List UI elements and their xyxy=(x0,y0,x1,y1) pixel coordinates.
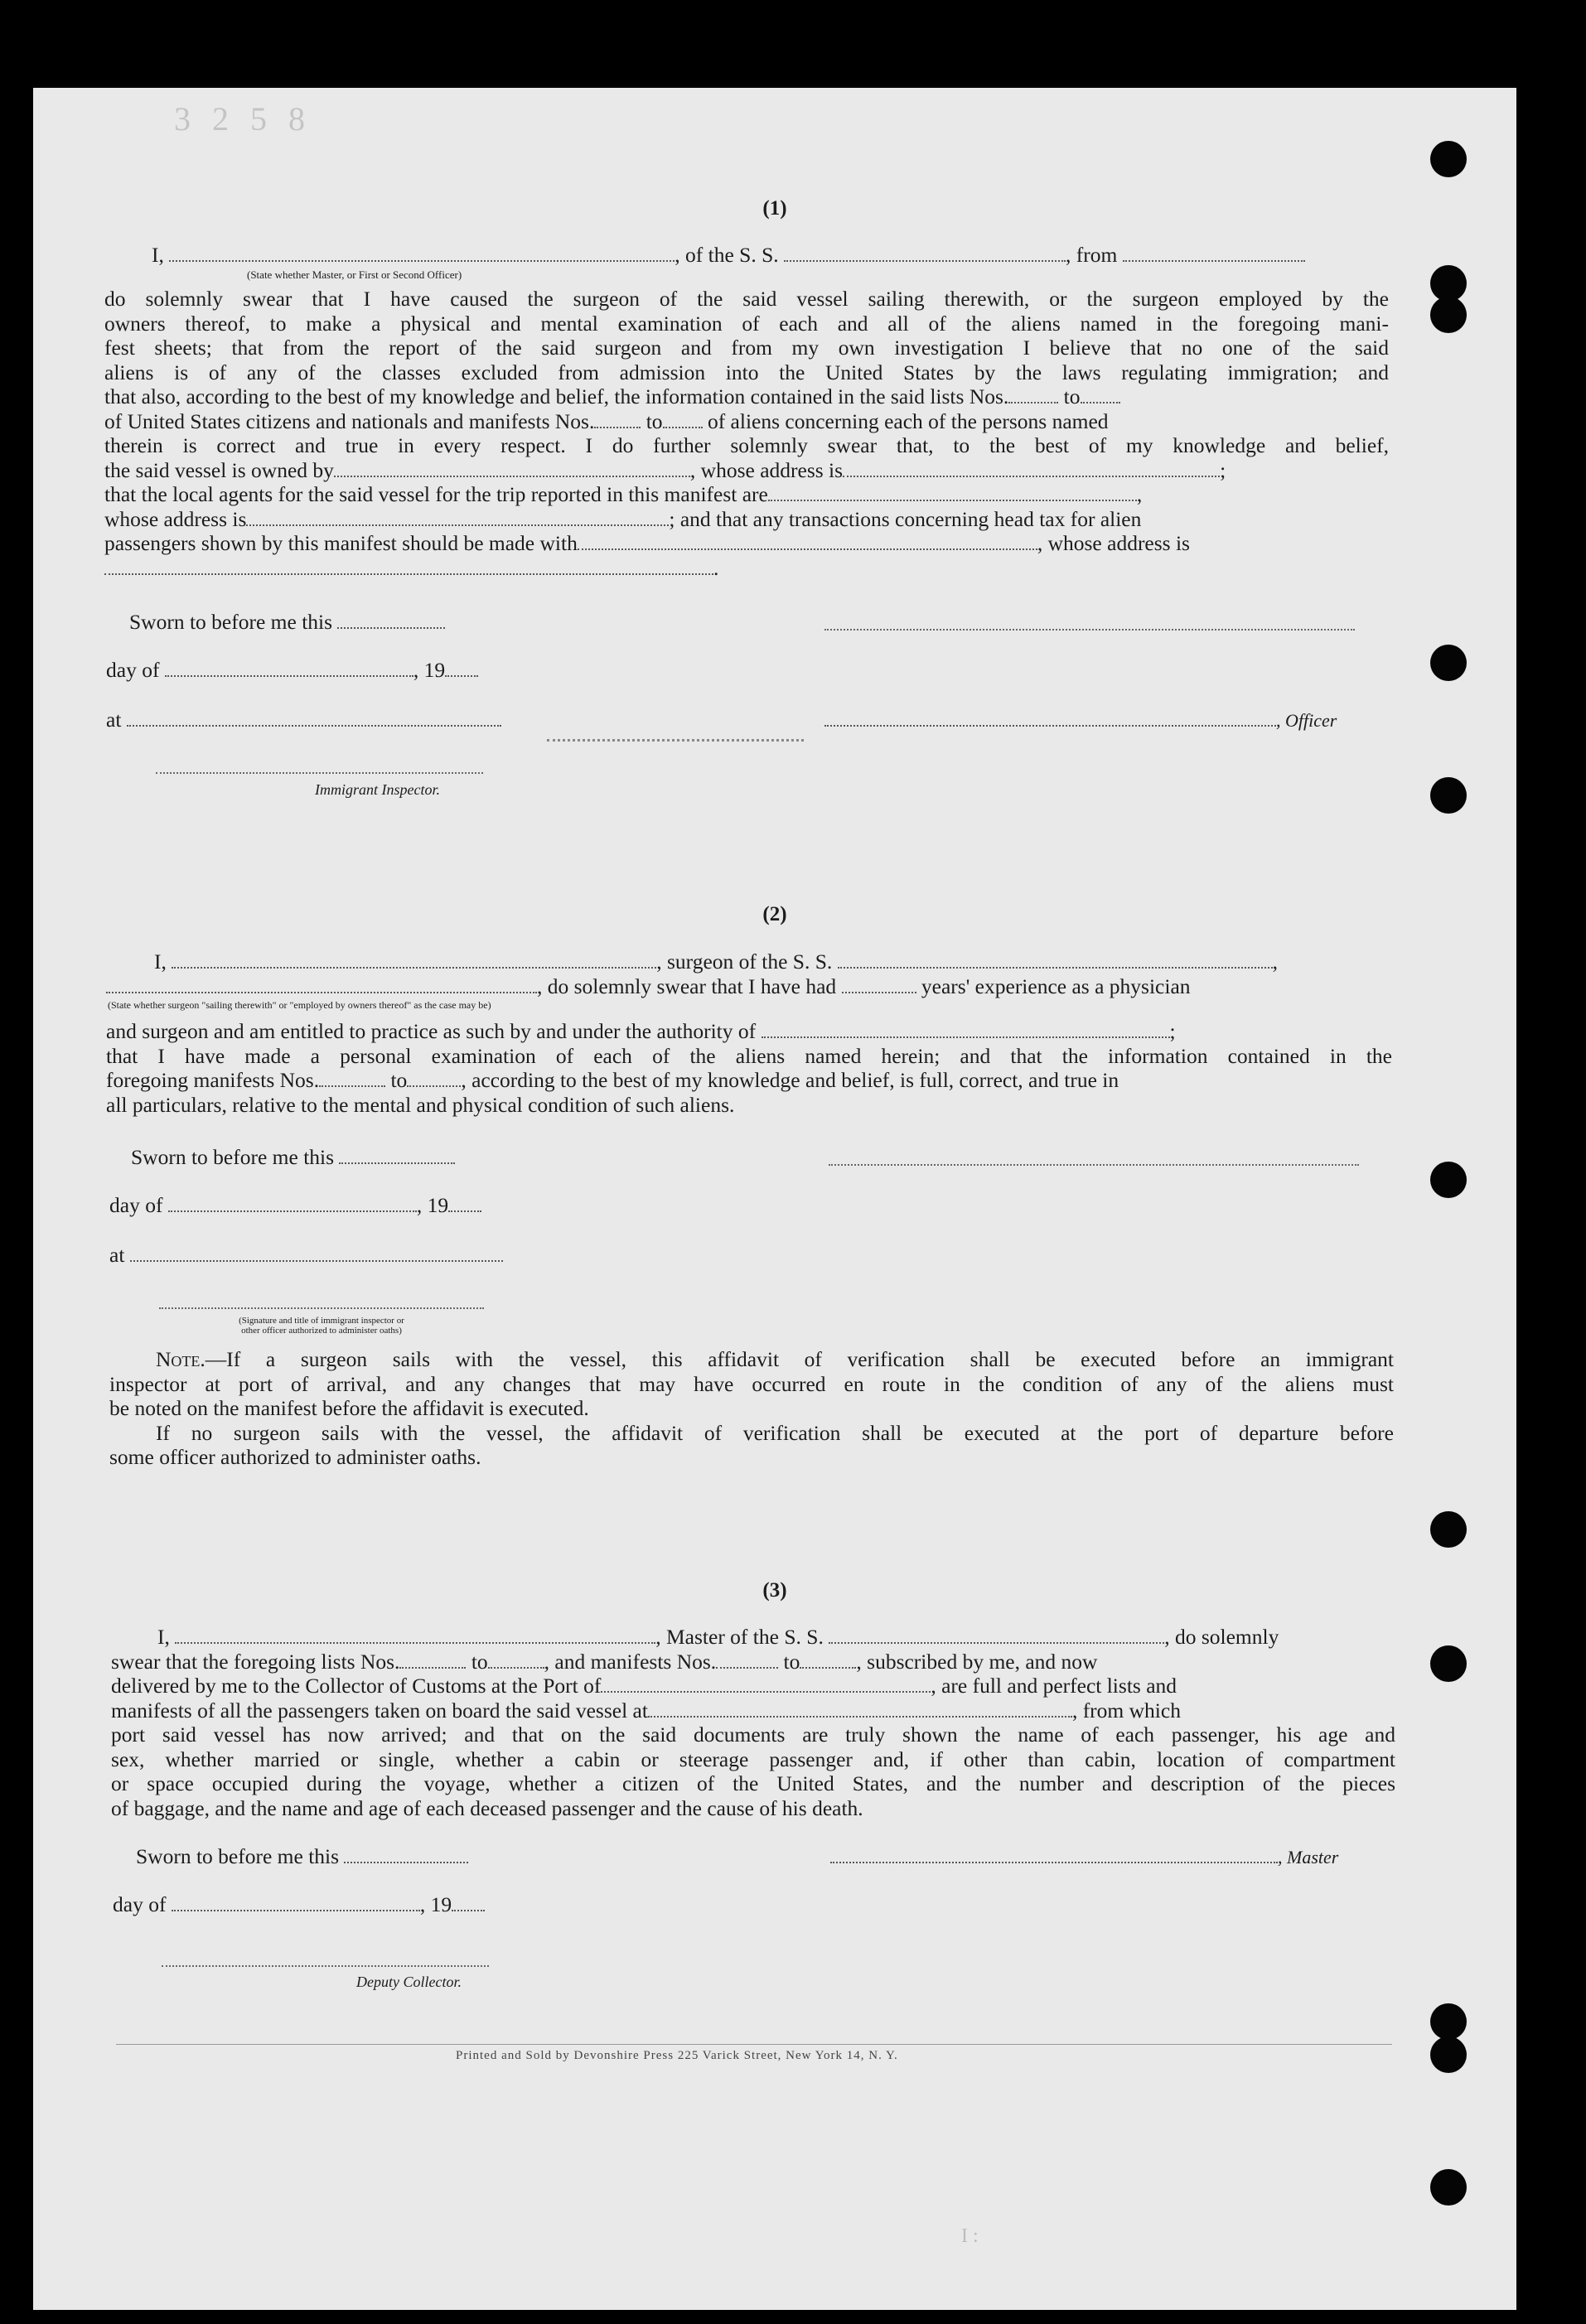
s1-paragraph xyxy=(104,287,1389,580)
s1-at: at xyxy=(106,708,501,732)
punch-hole xyxy=(1430,777,1467,814)
s1-para-line: whose address is ; and that any transactions concerning head tax for alien xyxy=(104,506,1142,531)
s2-para-line: foregoing manifests Nos. to , according to the best of my knowledge and belief, is full, correct, and true in xyxy=(106,1068,1119,1092)
s2-note xyxy=(109,1347,1394,1470)
punch-hole xyxy=(1430,1511,1467,1548)
s1-line1: I, , of the S. S. , from xyxy=(152,243,1305,268)
faint-handwritten-mark: 3 2 5 8 xyxy=(174,100,312,138)
s3-para-line: port said vessel has now arrived; and that on the said documents are truly shown the name of each passenger, his age and xyxy=(111,1722,1395,1747)
s1-para-line: passengers shown by this manifest should be made with , whose address is xyxy=(104,531,1190,555)
s2-line1: I, , surgeon of the S. S. , xyxy=(154,949,1279,974)
s2-para-line: all particulars, relative to the mental and physical condition of such aliens. xyxy=(106,1092,735,1117)
s2-at: at xyxy=(109,1243,503,1268)
s1-signature-line xyxy=(824,629,1355,631)
punch-hole xyxy=(1430,2169,1467,2206)
immigrant-inspector-label: Immigrant Inspector. xyxy=(315,781,440,798)
punch-hole xyxy=(1430,1162,1467,1198)
s1-day-of: day of , 19 xyxy=(106,658,478,683)
s2-signature-note xyxy=(159,1316,484,1336)
note-line: be noted on the manifest before the affidavit is executed. xyxy=(109,1396,589,1420)
faint-stamp-mark: I : xyxy=(961,2225,979,2247)
form-page xyxy=(33,88,1516,2310)
note-line: Note.—If a surgeon sails with the vessel, this affidavit of verification shall be executed before an immigrant xyxy=(156,1347,1394,1371)
footer-rule xyxy=(116,2044,1392,2045)
s1-sworn: Sworn to before me this xyxy=(129,610,445,635)
s3-para-line: delivered by me to the Collector of Customs at the Port of , are full and perfect lists and xyxy=(111,1674,1177,1698)
punch-hole xyxy=(1430,2003,1467,2040)
s2-para-line: and surgeon and am entitled to practice as such by and under the authority of ; xyxy=(106,1019,1176,1043)
note-line: some officer authorized to administer oaths. xyxy=(109,1445,481,1469)
s3-master-line: , Master xyxy=(830,1844,1338,1869)
s3-para-line: or space occupied during the voyage, whether a citizen of the United States, and the number and description of the pieces xyxy=(111,1771,1395,1795)
s1-para-line: fest sheets; that from the report of the said surgeon and from my own investigation I believe that no one of the said xyxy=(104,336,1389,360)
s2-sworn: Sworn to before me this xyxy=(131,1145,455,1170)
s3-para-line: of baggage, and the name and age of each deceased passenger and the cause of his death. xyxy=(111,1795,863,1820)
s1-officer-line: , Officer xyxy=(824,708,1337,732)
s1-para-line: the said vessel is owned by , whose address is ; xyxy=(104,457,1226,482)
s1-para-line: that the local agents for the said vessel for the trip reported in this manifest are , xyxy=(104,482,1143,506)
s1-para-line: that also, according to the best of my knowledge and belief, the information contained in the said lists Nos. to xyxy=(104,384,1389,409)
note-line: inspector at port of arrival, and any changes that may have occurred en route in the condition of any of the aliens must xyxy=(109,1371,1394,1396)
s3-paragraph xyxy=(111,1625,1395,1820)
punch-hole xyxy=(1430,1645,1467,1682)
s1-para-line: . xyxy=(104,556,1389,581)
s2-paragraph xyxy=(106,1019,1392,1117)
punch-hole xyxy=(1430,297,1467,333)
s3-para-line: I, , Master of the S. S. , do solemnly xyxy=(157,1625,1279,1649)
s1-para-line: therein is correct and true in every respect. I do further solemnly swear that, to the best of my knowledge and belief, xyxy=(104,433,1389,457)
section-2-number: (2) xyxy=(762,903,787,925)
sig-note-line: (Signature and title of immigrant inspector or xyxy=(239,1316,404,1326)
s1-inspector-line xyxy=(156,772,483,774)
s3-para-line: sex, whether married or single, whether a cabin or steerage passenger and, if other than cabin, location of compartment xyxy=(111,1747,1395,1771)
s1-para-line: of United States citizens and nationals and manifests Nos. to of aliens concerning each of the persons named xyxy=(104,408,1109,433)
printer-imprint: Printed and Sold by Devonshire Press 225 Varick Street, New York 14, N. Y. xyxy=(456,2049,898,2062)
section-3-number: (3) xyxy=(762,1579,787,1602)
s2-day-of: day of , 19 xyxy=(109,1193,481,1218)
deputy-collector-label: Deputy Collector. xyxy=(356,1974,462,1990)
master-officer-note: (State whether Master, or First or Second Officer) xyxy=(247,268,462,281)
s2-signature-line xyxy=(829,1164,1359,1166)
s3-deputy-line xyxy=(162,1965,489,1967)
s3-sworn: Sworn to before me this xyxy=(136,1844,468,1869)
s3-para-line: swear that the foregoing lists Nos. to , and manifests Nos. to , subscribed by me, and now xyxy=(111,1649,1098,1674)
s1-para-line: aliens is of any of the classes excluded from admission into the United States by the laws regulating immigration; and xyxy=(104,360,1389,384)
section-1-number: (1) xyxy=(762,197,787,220)
note-line: If no surgeon sails with the vessel, the affidavit of verification shall be executed at the port of departure before xyxy=(156,1420,1394,1445)
s2-para-line: that I have made a personal examination of each of the aliens named herein; and that the information contained in the xyxy=(106,1043,1392,1068)
s3-day-of: day of , 19 xyxy=(113,1892,485,1917)
punch-hole xyxy=(1430,645,1467,681)
punch-hole xyxy=(1430,2037,1467,2073)
s1-faint-dots xyxy=(547,739,804,742)
s3-para-line: manifests of all the passengers taken on board the said vessel at , from which xyxy=(111,1698,1181,1722)
punch-hole xyxy=(1430,141,1467,177)
surgeon-status-note: (State whether surgeon "sailing therewith" or "employed by owners thereof" as the case may be) xyxy=(108,999,491,1011)
sig-note-line: other officer authorized to administer oaths) xyxy=(241,1326,402,1336)
s2-inspector-line xyxy=(159,1307,484,1309)
s1-para-line: owners thereof, to make a physical and mental examination of each and all of the aliens named in the foregoing mani- xyxy=(104,311,1389,336)
s1-para-line: do solemnly swear that I have caused the surgeon of the said vessel sailing therewith, or the surgeon employed by the xyxy=(104,287,1389,311)
s2-line2: , do solemnly swear that I have had years' experience as a physician xyxy=(106,974,1191,999)
